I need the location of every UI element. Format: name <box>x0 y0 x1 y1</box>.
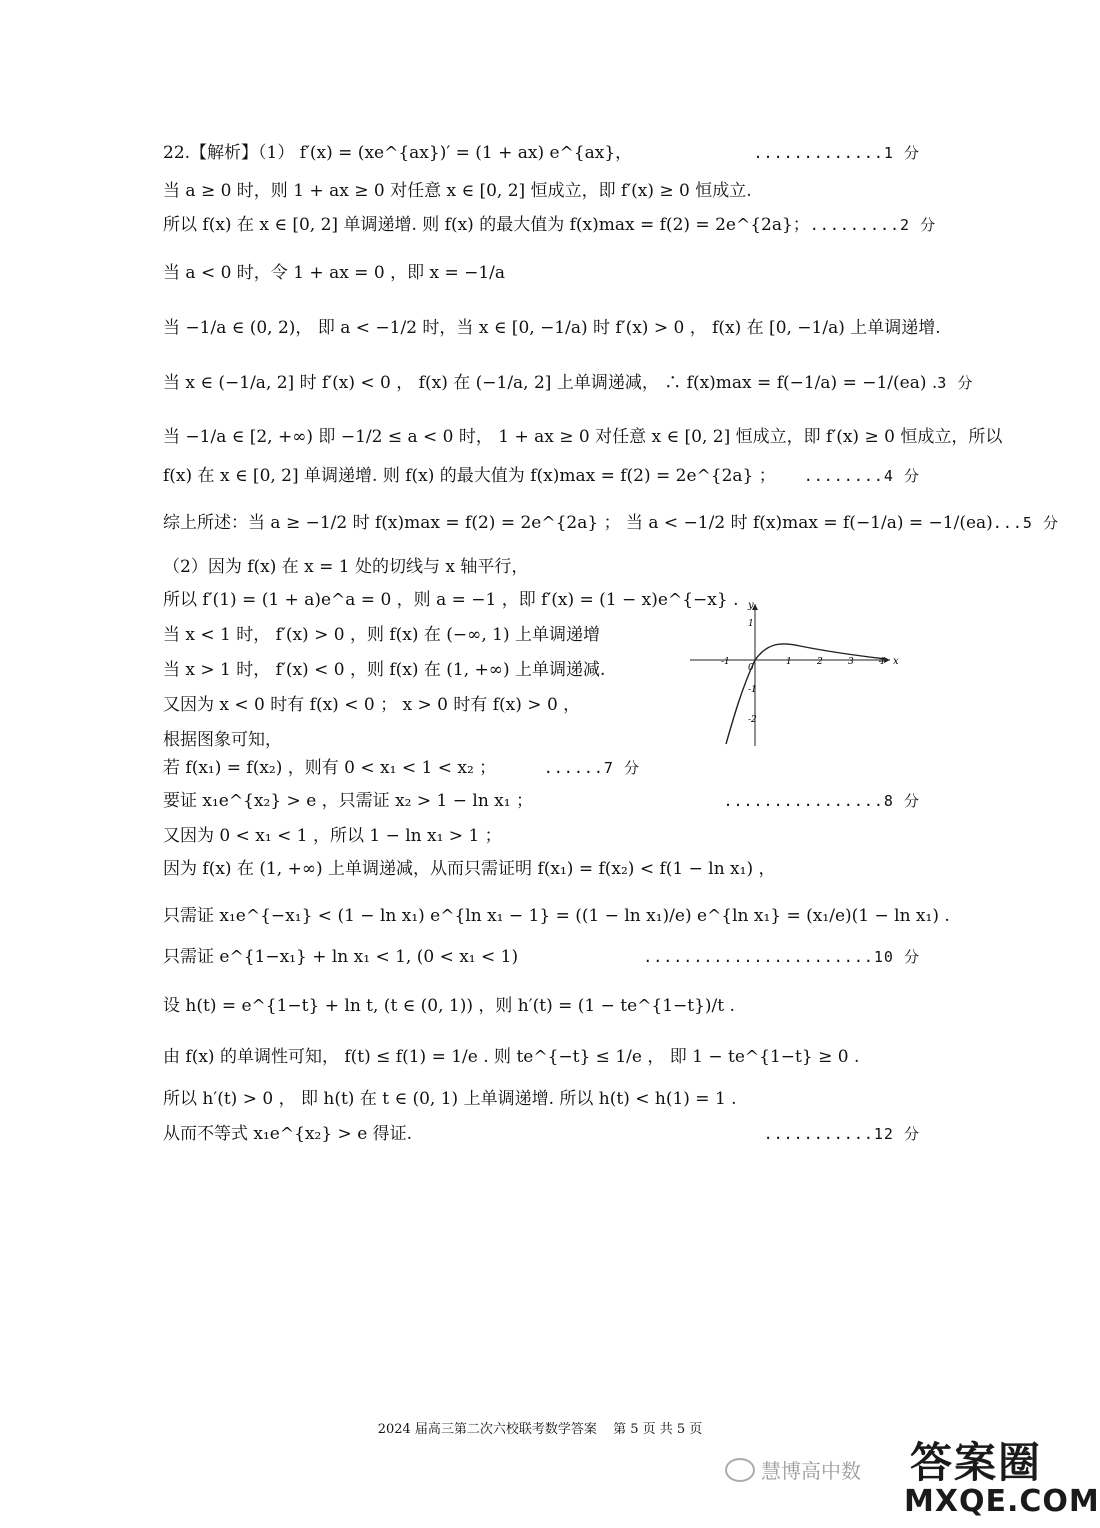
line-17 <box>163 790 920 812</box>
logo-text: 答案圈 <box>910 1438 1043 1487</box>
solution-text: 又因为 0 < x₁ < 1 ，所以 1 − ln x₁ > 1 ； <box>163 826 502 846</box>
score-marker: .........2 分 <box>809 216 937 234</box>
solution-text: （2）因为 f(x) 在 x = 1 处的切线与 x 轴平行， <box>163 557 529 577</box>
line-9 <box>163 512 1059 534</box>
solution-text: 当 x ∈ (−1/a, 2] 时 f′(x) < 0 ， f(x) 在 (−1/a, 2] 上单调递减， ∴ f(x)max = f(−1/a) = −1/(ea) . <box>163 373 938 393</box>
x-axis-label: x <box>893 656 899 667</box>
line-20 <box>163 905 950 927</box>
line-19 <box>163 858 920 880</box>
solution-text: 当 a < 0 时，令 1 + ax = 0 ，即 x = −1/a <box>163 263 506 283</box>
x-tick-label: 4 <box>879 657 885 667</box>
solution-text: 由 f(x) 的单调性可知， f(t) ≤ f(1) = 1/e . 则 te^{−t} ≤ 1/e ， 即 1 − te^{1−t} ≥ 0 . <box>163 1047 860 1067</box>
solution-text: 当 −1/a ∈ (0, 2)， 即 a < −1/2 时，当 x ∈ [0, −1/a) 时 f′(x) > 0 ， f(x) 在 [0, −1/a) 上单调递增. <box>163 318 941 338</box>
solution-text: 只需证 x₁e^{−x₁} < (1 − ln x₁) e^{ln x₁ − 1} = ((1 − ln x₁)/e) e^{ln x₁} = (x₁/e)(1 − ln x₁) . <box>163 906 950 926</box>
y-tick-label: 1 <box>748 619 754 629</box>
line-7 <box>163 426 1003 448</box>
solution-text: 22.【解析】（1） f′(x) = (xe^{ax})′ = (1 + ax) e^{ax}， <box>163 143 633 163</box>
line-18 <box>163 825 920 847</box>
x-tick-label: 3 <box>848 657 854 667</box>
y-tick-label: -1 <box>748 685 757 695</box>
line-8 <box>163 465 920 487</box>
solution-text: 只需证 e^{1−x₁} + ln x₁ < 1, (0 < x₁ < 1) <box>163 947 519 967</box>
solution-text: 要证 x₁e^{x₂} > e ，只需证 x₂ > 1 − ln x₁ ； <box>163 791 533 811</box>
solution-text: 当 x > 1 时， f′(x) < 0 ，则 f(x) 在 (1, +∞) 上单调递减. <box>163 660 606 680</box>
solution-text: 因为 f(x) 在 (1, +∞) 上单调递减，从而只需证明 f(x₁) = f(x₂) < f(1 − ln x₁) ， <box>163 859 776 879</box>
line-3 <box>163 214 937 236</box>
x-tick-label: -1 <box>721 657 730 667</box>
origin-label: 0 <box>748 663 754 673</box>
score-marker: ...5 分 <box>992 514 1059 532</box>
line-23 <box>163 1046 920 1068</box>
line-14 <box>163 694 660 716</box>
logo-url: MXQE.COM <box>904 1484 1100 1519</box>
line-1 <box>163 142 920 164</box>
line-13 <box>163 659 660 681</box>
score-marker: ................8 分 <box>723 792 920 810</box>
line-4 <box>163 262 920 284</box>
solution-text: 设 h(t) = e^{1−t} + ln t, (t ∈ (0, 1)) ，则 h′(t) = (1 − te^{1−t})/t . <box>163 996 735 1016</box>
score-marker: ...........12 分 <box>763 1125 920 1143</box>
y-tick-label: -2 <box>748 715 757 725</box>
site-logo <box>900 1430 1100 1522</box>
line-6 <box>163 372 974 394</box>
score-marker: ......7 分 <box>543 759 640 777</box>
line-22 <box>163 995 920 1017</box>
solution-text: 当 x < 1 时， f′(x) > 0 ，则 f(x) 在 (−∞, 1) 上单调递增 <box>163 625 600 645</box>
solution-text: 当 −1/a ∈ [2, +∞) 即 −1/2 ≤ a < 0 时， 1 + ax ≥ 0 对任意 x ∈ [0, 2] 恒成立，即 f′(x) ≥ 0 恒成立，所以 <box>163 427 1003 447</box>
solution-text: 又因为 x < 0 时有 f(x) < 0 ； x > 0 时有 f(x) > 0 ， <box>163 695 581 715</box>
line-2 <box>163 180 920 202</box>
function-graph <box>690 598 910 748</box>
solution-text: 所以 f(x) 在 x ∈ [0, 2] 单调递增. 则 f(x) 的最大值为 f(x)max = f(2) = 2e^{2a}； <box>163 215 810 235</box>
line-16 <box>163 757 640 779</box>
x-axis-arrow-icon <box>884 657 890 663</box>
score-marker: .............1 分 <box>753 144 920 162</box>
line-25 <box>163 1123 920 1145</box>
line-21 <box>163 946 920 968</box>
line-12 <box>163 624 660 646</box>
solution-text: 从而不等式 x₁e^{x₂} > e 得证. <box>163 1124 413 1144</box>
solution-text: 根据图象可知， <box>163 730 282 750</box>
solution-text: 当 a ≥ 0 时，则 1 + ax ≥ 0 对任意 x ∈ [0, 2] 恒成立，即 f′(x) ≥ 0 恒成立. <box>163 181 752 201</box>
line-11 <box>163 589 739 611</box>
wechat-icon <box>725 1458 755 1482</box>
score-marker: ........4 分 <box>803 467 920 485</box>
solution-text: f(x) 在 x ∈ [0, 2] 单调递增. 则 f(x) 的最大值为 f(x)max = f(2) = 2e^{2a} ； <box>163 466 776 486</box>
solution-text: 综上所述：当 a ≥ −1/2 时 f(x)max = f(2) = 2e^{2a} ； 当 a < −1/2 时 f(x)max = f(−1/a) = −1/(ea) <box>163 513 993 533</box>
line-15 <box>163 729 660 751</box>
line-24 <box>163 1088 920 1110</box>
score-marker: 3 分 <box>937 374 974 392</box>
x-tick-label: 1 <box>786 657 792 667</box>
footer-title: 2024 届高三第二次六校联考数学答案 <box>377 1422 597 1437</box>
x-tick-label: 2 <box>817 657 823 667</box>
line-5 <box>163 317 941 339</box>
score-marker: .......................10 分 <box>643 948 920 966</box>
line-10 <box>163 556 920 578</box>
solution-text: 所以 h′(t) > 0 ， 即 h(t) 在 t ∈ (0, 1) 上单调递增. 所以 h(t) < h(1) = 1 . <box>163 1089 737 1109</box>
watermark <box>725 1455 861 1484</box>
solution-text: 若 f(x₁) = f(x₂) ，则有 0 < x₁ < 1 < x₂ ； <box>163 758 497 778</box>
y-axis-label: y <box>748 600 754 611</box>
watermark-channel: 慧博高中数 <box>761 1459 861 1483</box>
solution-text: 所以 f′(1) = (1 + a)e^a = 0 ，则 a = −1 ，即 f′(x) = (1 − x)e^{−x} . <box>163 590 739 610</box>
page-number: 第 5 页 共 5 页 <box>613 1422 703 1437</box>
